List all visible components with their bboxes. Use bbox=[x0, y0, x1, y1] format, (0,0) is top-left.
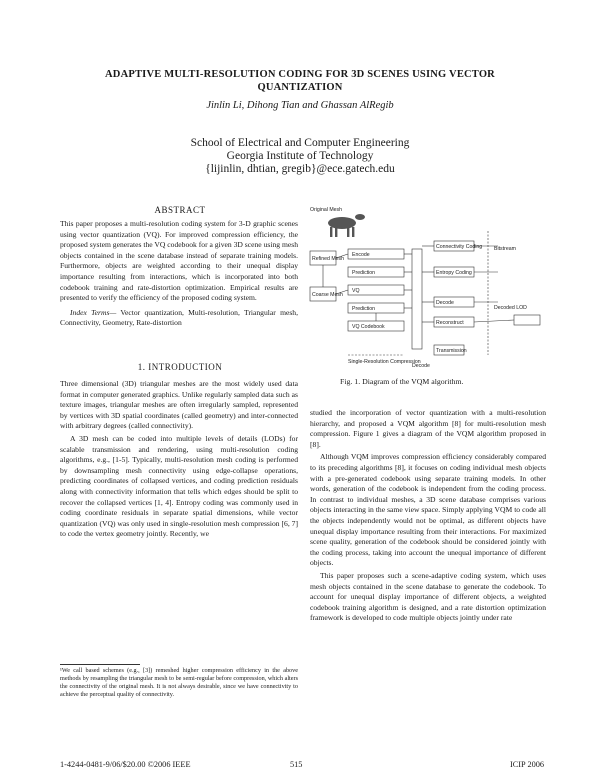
paper-title bbox=[60, 68, 540, 94]
label-decode: Decode bbox=[436, 300, 454, 306]
footnote-rule bbox=[60, 664, 140, 665]
footer-page-number: 515 bbox=[290, 760, 303, 769]
affiliation-institute: Georgia Institute of Technology bbox=[226, 150, 374, 162]
affiliation-emails: {lijinlin, dhtian, gregib}@ece.gatech.edu bbox=[205, 163, 395, 175]
footer-venue: ICIP 2006 bbox=[510, 760, 545, 769]
figure-caption: Fig. 1. Diagram of the VQM algorithm. bbox=[340, 377, 464, 386]
footnote: ¹We call based schemes (e.g., [3]) remeshed higher compression efficiency in the above methods by resampling the triangular mesh to be semi-regular before compression, which alters the connectivity of the original mesh. It is not always desirable, since we have connectivity to achieve the perceptual quality of connectivity. bbox=[60, 667, 298, 698]
index-terms bbox=[60, 308, 298, 329]
index-terms-text: Vector quantization, Multi-resolution, Triangular mesh, Connectivity, Geometry, Rate-distortion bbox=[60, 307, 299, 328]
label-encode: Encode bbox=[352, 252, 370, 258]
vqm-diagram bbox=[308, 205, 544, 371]
abstract-text: This paper proposes a multi-resolution coding system for 3-D graphic scenes using vector quantization (VQ). For improved compression efficiency, the proposed system generates the VQ codebook for a given 3D scene using mesh objects contained in the scene database instead of separate training models. Furthermore, objects are weighted according to their unequal display importance resulting from interactions, which is incorporated into both codebook training and rate-distortion optimization. Empirical results are presented to verify the efficiency of the proposed coding system. bbox=[60, 219, 298, 303]
label-original-mesh: Original Mesh bbox=[310, 207, 343, 213]
title-line-1: ADAPTIVE MULTI-RESOLUTION CODING FOR 3D SCENES USING VECTOR bbox=[105, 69, 495, 80]
right-paragraph-1: studied the incorporation of vector quantization with a multi-resolution hierarchy, and proposed a VQM algorithm [8] for multi-resolution mesh compression. Figure 1 gives a diagram of the VQM algorithm proposed in [8]. bbox=[310, 408, 546, 449]
label-refined-mesh: Refined Mesh bbox=[312, 256, 345, 262]
right-paragraph-3: This paper proposes such a scene-adaptive coding system, which uses mesh objects contained in the scene database to generate the codebook. To account for unequal display importance of different objects, a weighted codebook training algorithm is designed, and a rate distortion optimization framework is developed to code multiple objects jointly under rate bbox=[310, 570, 546, 623]
label-vq: VQ bbox=[352, 288, 360, 294]
intro-right-column bbox=[310, 408, 546, 624]
intro-left-column bbox=[60, 379, 298, 540]
intro-paragraph-2: A 3D mesh can be coded into multiple levels of details (LODs) for scalable transmission and rendering, using multi-resolution coding algorithms, e.g., [1-5]. Typically, multi-resolution mesh coding is performed by downsampling mesh connectivity using edge-collapse operations, predicting coordinates of collapsed vertices, and coding prediction residuals along with connectivity information that tells which edges should be split to recover the collapsed vertices [1, 4]. Entropy coding was commonly used in coding coordinate residuals in separate spatial dimensions, while vector quantization (VQ) was only used in single-resolution mesh compression [6, 7] to code the vertex geometry jointly. Recently, we bbox=[60, 433, 298, 539]
label-reconstruct: Reconstruct bbox=[436, 320, 464, 326]
label-vq-codebook: VQ Codebook bbox=[352, 324, 385, 330]
label-entropy-coding: Entropy Coding bbox=[436, 270, 472, 276]
affiliation bbox=[60, 137, 540, 176]
label-transmission: Transmission bbox=[436, 348, 467, 354]
intro-paragraph-1: Three dimensional (3D) triangular meshes are the most widely used data format in computer generated graphics. Unlike regularly sampled data such as texture images, triangular meshes are often irregularly sampled, represented by vertices with 3D spatial coordinates (called geometry) and inter-connected with arbitrary degrees (called connectivity). bbox=[60, 379, 298, 431]
label-coarse-mesh: Coarse Mesh bbox=[312, 292, 343, 298]
label-single-res-coder: Single-Resolution Compression bbox=[348, 359, 421, 365]
label-prediction-2: Prediction bbox=[352, 306, 376, 312]
label-bitstream: Bitstream bbox=[494, 246, 516, 252]
index-terms-label: Index Terms— bbox=[70, 307, 117, 317]
affiliation-school: School of Electrical and Computer Engineering bbox=[190, 137, 410, 149]
cow-model-icon bbox=[328, 214, 365, 237]
label-connectivity-coding: Connectivity Coding bbox=[436, 244, 483, 250]
right-paragraph-2: Although VQM improves compression efficiency considerably compared to its preceding algorithms [8], it focuses on coding individual mesh objects with a pre-generated codebook using separate training models. In other words, generation of the codebook is independent from the coding process. In contrast to individual meshes, a 3D scene database comprises various objects interacting in the same view space. Simply applying VQM to code all the objects independently would not be optimal, as different objects have unequal display importance resulting from their interactions. For maximized scene quality, generation of the codebook should be considered jointly with the coding process, taking into account the unequal importance of different objects. bbox=[310, 452, 546, 568]
abstract-heading: ABSTRACT bbox=[154, 205, 206, 215]
intro-heading: 1. INTRODUCTION bbox=[137, 362, 223, 372]
footer-isbn: 1-4244-0481-9/06/$20.00 ©2006 IEEE bbox=[60, 760, 191, 769]
authors: Jinlin Li, Dihong Tian and Ghassan AlRegib bbox=[206, 100, 394, 111]
abstract-body bbox=[60, 219, 298, 329]
label-decode-bottom: Decode bbox=[412, 363, 430, 369]
label-prediction-1: Prediction bbox=[352, 270, 376, 276]
label-decoded-lod: Decoded LOD bbox=[494, 305, 527, 311]
title-line-2: QUANTIZATION bbox=[257, 82, 343, 93]
